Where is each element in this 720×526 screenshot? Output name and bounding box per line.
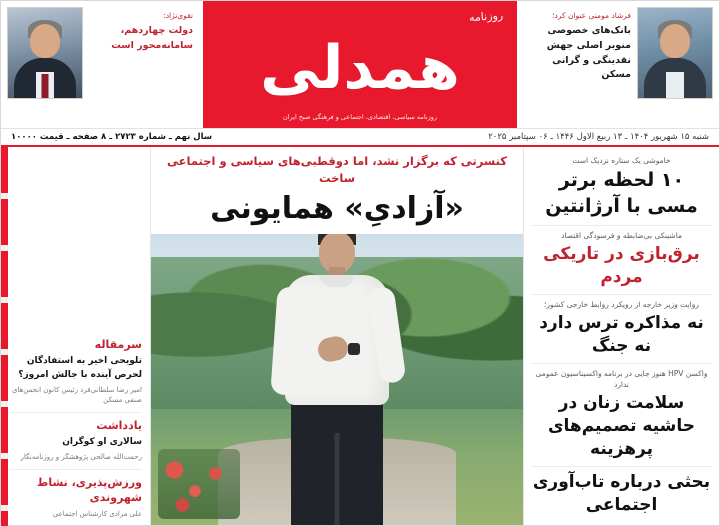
right-teaser-column	[523, 147, 719, 525]
list-item[interactable]	[9, 332, 142, 413]
list-item[interactable]	[531, 226, 712, 295]
masthead-left-kicker: فرشاد مومنی عنوان کرد؛	[552, 11, 631, 20]
main-story[interactable]	[151, 147, 523, 525]
opinion-author: رحمت‌الله صالحی پژوهشگر و روزنامه‌نگار	[20, 453, 142, 462]
opinion-title[interactable]: سالاری او کوگران	[62, 437, 142, 448]
teaser-kicker: خاموشی یک ستاره نزدیک است	[572, 156, 671, 165]
list-item[interactable]	[531, 295, 712, 364]
masthead-logo-subtitle: روزنامه سیاسی، اقتصادی، اجتماعی و فرهنگی صبح ایران	[282, 113, 438, 121]
opinion-author: امیر رضا سلطانی‌فرد رئیس کانون انجمن‌های صنفی مسکن	[11, 385, 142, 405]
left-edge-accent-strip	[1, 147, 8, 526]
date-strip-right: شنبه ۱۵ شهریور ۱۴۰۴ ـ ۱۳ ربیع الاول ۱۴۴۶ ـ ۰۶ سپتامبر ۲۰۲۵	[488, 132, 709, 142]
person-leg-split	[335, 433, 340, 525]
masthead-logo-prefix: روزنامه	[468, 8, 504, 25]
teaser-title[interactable]: برق‌بازی در تاریکی مردم	[543, 243, 700, 287]
portrait-face	[660, 24, 690, 58]
list-item[interactable]	[9, 413, 142, 470]
portrait-face	[30, 24, 60, 58]
main-story-headline[interactable]: «آزادیِ» همایونی	[210, 191, 464, 227]
list-item[interactable]	[531, 364, 712, 467]
person-watch	[348, 343, 360, 355]
opinion-section-label: سرمقاله	[94, 337, 142, 351]
masthead	[1, 1, 719, 129]
masthead-right-text	[89, 7, 193, 54]
masthead-right-portrait	[7, 7, 83, 99]
teaser-title[interactable]: نه مذاکره ترس دارد نه جنگ	[539, 312, 704, 356]
teaser-title[interactable]: بحثی درباره تاب‌آوری اجتماعی	[532, 472, 711, 516]
masthead-left-text	[527, 7, 631, 83]
left-column-spacer	[9, 153, 142, 332]
list-item[interactable]	[9, 470, 142, 525]
list-item[interactable]	[531, 467, 712, 522]
masthead-left-block[interactable]	[519, 1, 719, 128]
photo-flowers	[158, 449, 240, 519]
date-strip	[1, 129, 719, 147]
teaser-title[interactable]: سلامت زنان در حاشیه تصمیم‌های پرهزینه	[547, 393, 696, 460]
opinion-section-label: ورزش‌پذیری، نشاط شهروندی	[36, 475, 142, 505]
teaser-kicker: واکسن HPV هنوز جایی در برنامه واکسیناسیون عمومی ندارد	[535, 368, 708, 390]
masthead-right-title[interactable]: دولت چهاردهم، سامانه‌محور است	[111, 25, 193, 51]
list-item[interactable]	[531, 151, 712, 226]
portrait-tie	[42, 74, 49, 98]
portrait-shirt	[666, 72, 684, 98]
teaser-kicker: ماشینکی بی‌ضابطه و فرسودگی اقتصاد	[560, 230, 683, 240]
masthead-right-block[interactable]	[1, 1, 201, 128]
date-strip-middle: سال نهم ـ شماره ۲۷۲۳ ـ ۸ صفحه ـ قیمت ۱۰۰۰۰	[11, 132, 213, 142]
masthead-logo-block[interactable]	[203, 1, 517, 128]
opinion-author: علی مرادی کارشناس اجتماعی	[52, 509, 142, 518]
opinion-section-label: یادداشت	[96, 418, 142, 432]
masthead-left-portrait	[637, 7, 713, 99]
masthead-logo-text: همدلی	[260, 32, 460, 103]
page-body	[1, 147, 719, 525]
left-opinion-column	[1, 147, 151, 525]
masthead-right-kicker: تقوی‌نژاد:	[163, 11, 193, 20]
photo-person	[276, 234, 398, 525]
teaser-title[interactable]: ۱۰ لحظه برتر مسی با آرژانتین	[545, 169, 698, 217]
main-story-photo	[151, 234, 523, 525]
masthead-left-title[interactable]: بانک‌های خصوصی منوبر اصلی جهش نقدینگی و گرانی مسکن	[546, 25, 631, 81]
main-story-kicker: کنسرتی که برگزار نشد، اما دوقطبی‌های سیاسی و اجتماعی ساخت	[167, 154, 507, 185]
opinion-title[interactable]: تلویحی اخیر به استفادگان لحرص آینده با جالش امروز؟	[18, 356, 142, 380]
teaser-kicker: روایت وزیر خارجه از رویکرد روابط خارجی کشور؛	[544, 299, 699, 309]
